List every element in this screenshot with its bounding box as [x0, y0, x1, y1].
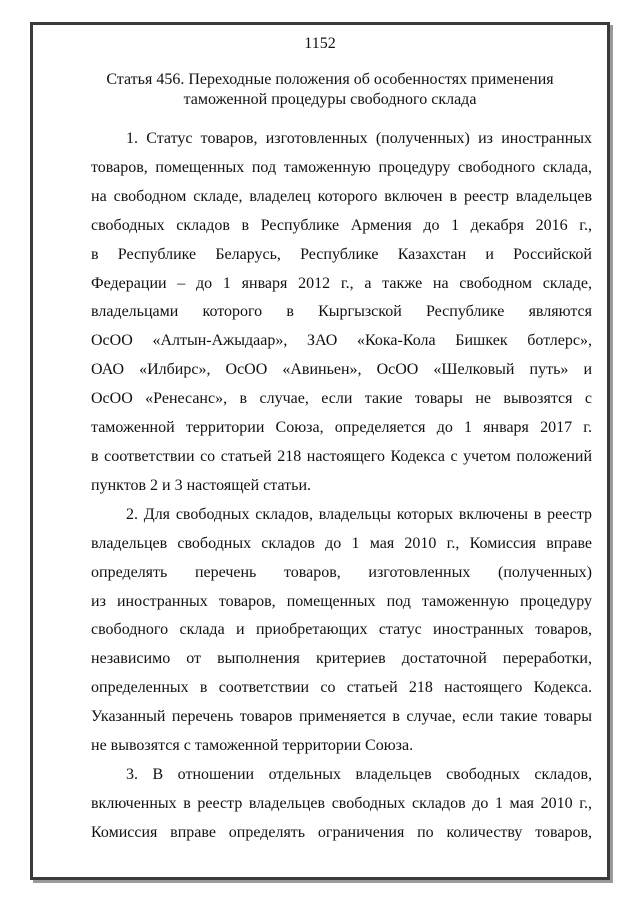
paragraph-line: 1. Статус товаров, изготовленных (полученных) из иностранных	[126, 130, 592, 147]
paragraph-line: в соответствии со статьей 218 настоящего Кодекса с учетом положений	[91, 447, 592, 465]
paragraph-line: ОсОО «Алтын-Ажыдаар», ЗАО «Кока-Кола Бишкек ботлерс»,	[91, 332, 592, 350]
paragraph-line: владельцами которого в Кыргызской Республике являются	[91, 303, 592, 321]
paragraph-line: владельцев свободных складов до 1 мая 2010 г., Комиссия вправе	[91, 534, 592, 552]
paragraph-line: на свободном складе, владелец которого включен в реестр владельцев	[91, 187, 592, 205]
paragraph-line: пунктов 2 и 3 настоящей статьи.	[91, 476, 311, 494]
paragraph-line: включенных в реестр владельцев свободных складов до 1 мая 2010 г.,	[91, 794, 592, 812]
paragraph-line: определять перечень товаров, изготовленных (полученных)	[91, 563, 592, 581]
paragraph-line: ОАО «Илбирс», ОсОО «Авиньен», ОсОО «Шелковый путь» и	[91, 361, 592, 379]
paragraph-line: свободного склада и приобретающих статус иностранных товаров,	[91, 621, 592, 639]
paragraph-2	[91, 501, 592, 761]
paragraph-line: свободных складов в Республике Армения до 1 декабря 2016 г.,	[91, 216, 592, 234]
paragraph-line: Комиссия вправе определять ограничения по количеству товаров,	[91, 823, 592, 841]
paragraph-line: независимо от выполнения критериев достаточной переработки,	[91, 650, 592, 668]
article-title	[100, 70, 560, 110]
paragraph-line: не вывозятся с таможенной территории Союза.	[91, 737, 414, 755]
article-title-line: таможенной процедуры свободного склада	[183, 91, 477, 108]
paragraph-1	[91, 125, 592, 501]
paragraph-line: ОсОО «Ренесанс», в случае, если такие товары не вывозятся с	[91, 390, 592, 408]
paragraph-line: товаров, помещенных под таможенную процедуру свободного склада,	[91, 158, 592, 176]
paragraph-line: из иностранных товаров, помещенных под таможенную процедуру	[91, 592, 592, 610]
paragraph-line: 3. В отношении отдельных владельцев свободных складов,	[126, 765, 592, 783]
page-number: 1152	[304, 35, 336, 52]
paragraph-line: определенных в соответствии со статьей 218 настоящего Кодекса.	[91, 679, 592, 697]
paragraph-line: 2. Для свободных складов, владельцы которых включены в реестр	[126, 505, 592, 523]
paragraph-line: таможенной территории Союза, определяется до 1 января 2017 г.	[91, 419, 592, 437]
paragraph-line: Федерации – до 1 января 2012 г., а также на свободном складе,	[91, 274, 592, 292]
paragraph-line: в Республике Беларусь, Республике Казахстан и Российской	[91, 245, 592, 263]
paragraph-3	[91, 761, 592, 848]
article-title-line: Статья 456. Переходные положения об особенностях применения	[106, 71, 554, 88]
article-body	[91, 125, 592, 848]
paragraph-line: Указанный перечень товаров применяется в случае, если такие товары	[91, 708, 592, 726]
